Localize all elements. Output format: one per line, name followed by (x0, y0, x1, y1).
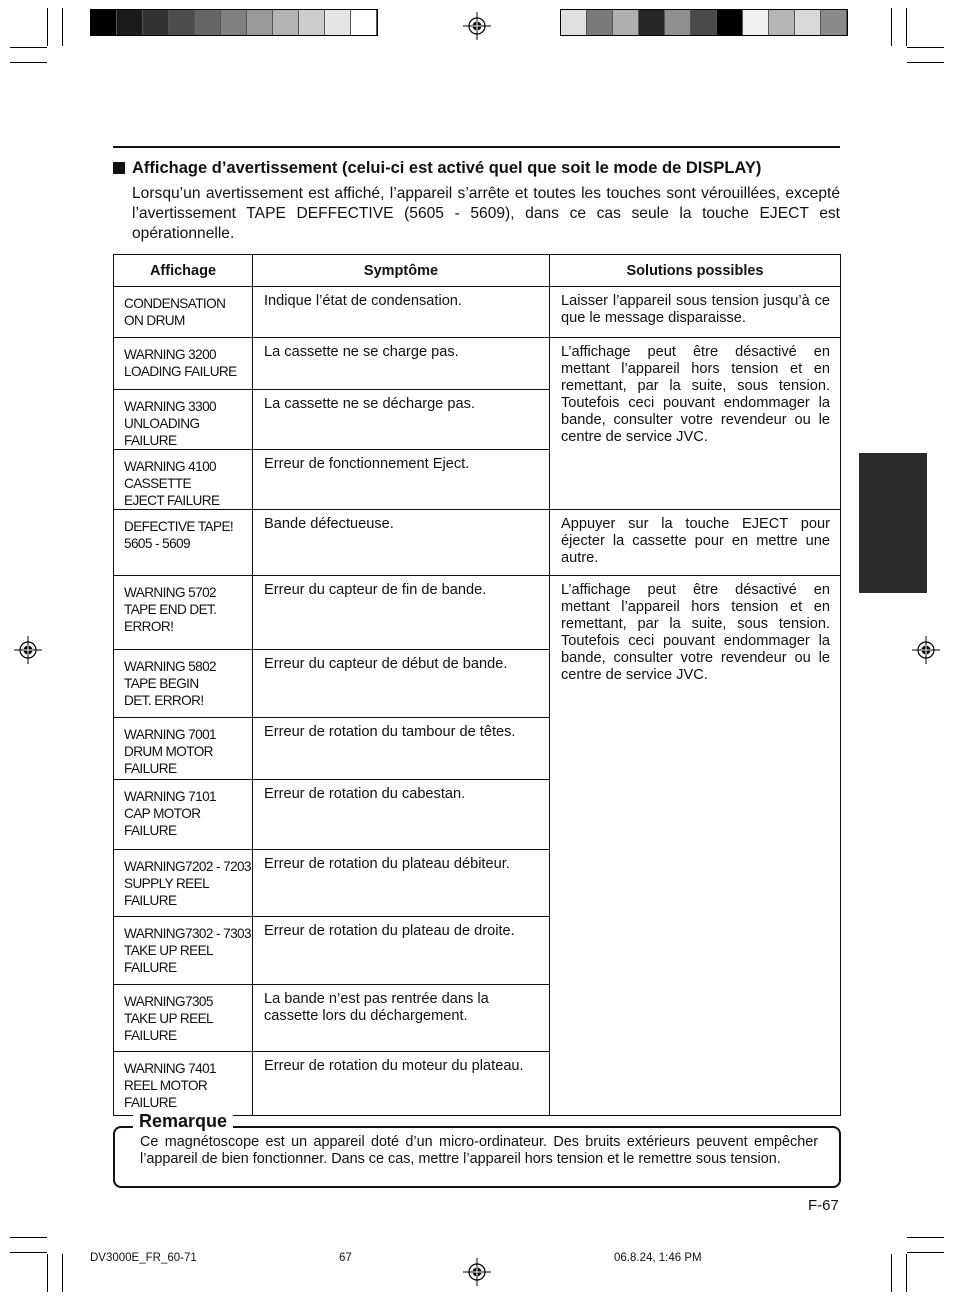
remark-text: Ce magnétoscope est un appareil doté d’un micro-ordinateur. Des bruits extérieurs peuvent empêcher l’appareil de bien fonctionner. Dans ce cas, mettre l’appareil hors tension et le remettre sous tension. (140, 1134, 818, 1167)
table-row (114, 510, 841, 576)
display-cell: CONDENSATION ON DRUM (114, 287, 253, 338)
table-row (114, 576, 841, 650)
warning-table (113, 254, 841, 1116)
column-header: Solutions possibles (550, 255, 841, 287)
solution-cell: Appuyer sur la touche EJECT pour éjecter la cassette pour en mettre une autre. (550, 510, 841, 576)
color-swatch (587, 10, 613, 35)
color-swatch (769, 10, 795, 35)
column-header: Affichage (114, 255, 253, 287)
solution-cell: L’affichage peut être désactivé en mettant l’appareil hors tension et en remettant, par la suite, sous tension. Toutefois ceci pouvant endommager la bande, consulter votre revendeur ou le centre de service JVC. (550, 338, 841, 510)
symptom-cell: Indique l’état de condensation. (253, 287, 550, 338)
page-number: F-67 (808, 1197, 839, 1214)
display-cell: WARNING7202 - 7203 SUPPLY REEL FAILURE (114, 850, 253, 917)
color-swatch (273, 10, 299, 35)
display-cell: WARNING 3300 UNLOADING FAILURE (114, 390, 253, 450)
color-swatch (743, 10, 769, 35)
display-cell: DEFECTIVE TAPE! 5605 - 5609 (114, 510, 253, 576)
color-swatch (247, 10, 273, 35)
color-swatch (717, 10, 743, 35)
color-swatch (613, 10, 639, 35)
symptom-cell: La cassette ne se décharge pas. (253, 390, 550, 450)
table-row (114, 287, 841, 338)
section-heading: Affichage d’avertissement (celui-ci est activé quel que soit le mode de DISPLAY) (113, 159, 761, 178)
color-swatch (169, 10, 195, 35)
registration-mark-icon (463, 12, 491, 40)
color-swatch (195, 10, 221, 35)
symptom-cell: La cassette ne se charge pas. (253, 338, 550, 390)
table-header-row (114, 255, 841, 287)
color-swatch (821, 10, 847, 35)
symptom-cell: La bande n’est pas rentrée dans la cassette lors du déchargement. (253, 985, 550, 1052)
display-cell: WARNING7305 TAKE UP REEL FAILURE (114, 985, 253, 1052)
symptom-cell: Erreur de rotation du cabestan. (253, 780, 550, 850)
registration-mark-icon (463, 1258, 491, 1286)
color-swatch (91, 10, 117, 35)
symptom-cell: Erreur de rotation du moteur du plateau. (253, 1052, 550, 1116)
symptom-cell: Erreur de rotation du plateau de droite. (253, 917, 550, 985)
color-bar-right (560, 9, 848, 36)
remark-title: Remarque (133, 1111, 233, 1132)
solution-cell: L’affichage peut être désactivé en mettant l’appareil hors tension et en remettant, par la suite, sous tension. Toutefois ceci pouvant endommager la bande, consulter votre revendeur ou le centre de service JVC. (550, 576, 841, 1116)
display-cell: WARNING 7401 REEL MOTOR FAILURE (114, 1052, 253, 1116)
symptom-cell: Erreur de rotation du plateau débiteur. (253, 850, 550, 917)
table-row (114, 338, 841, 390)
display-cell: WARNING 5802 TAPE BEGIN DET. ERROR! (114, 650, 253, 718)
display-cell: WARNING 7001 DRUM MOTOR FAILURE (114, 718, 253, 780)
registration-mark-icon (14, 636, 42, 664)
footer-filename: DV3000E_FR_60-71 (90, 1252, 197, 1264)
color-swatch (639, 10, 665, 35)
chapter-side-tab (859, 453, 927, 593)
display-cell: WARNING 3200 LOADING FAILURE (114, 338, 253, 390)
intro-paragraph: Lorsqu’un avertissement est affiché, l’appareil s’arrête et toutes les touches sont vérouillées, excepté l’avertissement TAPE DEFFECTIVE (5605 - 5609), dans ce cas seule la touche EJECT est opérationnelle. (132, 185, 840, 242)
color-swatch (691, 10, 717, 35)
display-cell: WARNING 7101 CAP MOTOR FAILURE (114, 780, 253, 850)
square-bullet-icon (113, 162, 125, 174)
color-swatch (351, 10, 377, 35)
display-cell: WARNING 5702 TAPE END DET. ERROR! (114, 576, 253, 650)
color-swatch (325, 10, 351, 35)
color-bar-left (90, 9, 378, 36)
registration-mark-icon (912, 636, 940, 664)
footer-date: 06.8.24, 1:46 PM (614, 1252, 702, 1264)
top-rule (113, 146, 840, 148)
color-swatch (221, 10, 247, 35)
solution-cell: Laisser l’appareil sous tension jusqu’à ce que le message disparaisse. (550, 287, 841, 338)
symptom-cell: Erreur du capteur de début de bande. (253, 650, 550, 718)
symptom-cell: Erreur de fonctionnement Eject. (253, 450, 550, 510)
color-swatch (795, 10, 821, 35)
display-cell: WARNING 4100 CASSETTE EJECT FAILURE (114, 450, 253, 510)
color-swatch (117, 10, 143, 35)
column-header: Symptôme (253, 255, 550, 287)
color-swatch (143, 10, 169, 35)
symptom-cell: Erreur de rotation du tambour de têtes. (253, 718, 550, 780)
symptom-cell: Bande défectueuse. (253, 510, 550, 576)
color-swatch (665, 10, 691, 35)
display-cell: WARNING7302 - 7303 TAKE UP REEL FAILURE (114, 917, 253, 985)
color-swatch (299, 10, 325, 35)
footer-page: 67 (339, 1252, 352, 1264)
symptom-cell: Erreur du capteur de fin de bande. (253, 576, 550, 650)
color-swatch (561, 10, 587, 35)
